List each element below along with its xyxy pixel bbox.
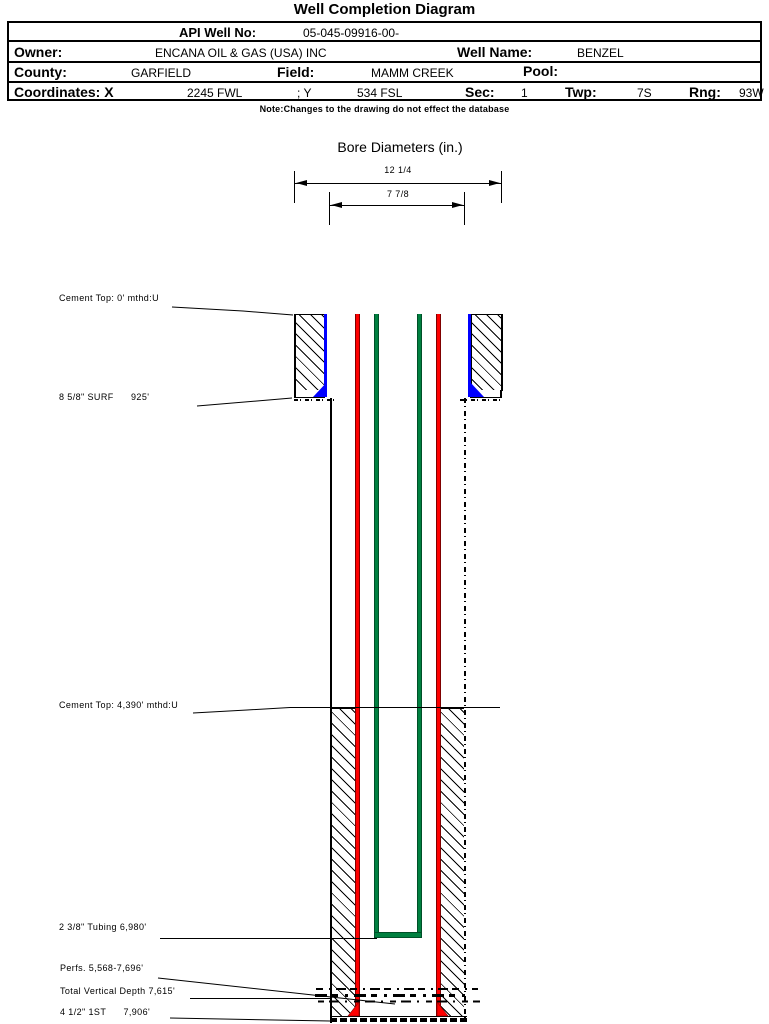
pool-label: Pool: bbox=[523, 63, 558, 79]
tubing-left bbox=[374, 314, 379, 932]
dimension-tick bbox=[464, 192, 465, 225]
county-value: GARFIELD bbox=[131, 66, 192, 80]
tubing-bottom bbox=[374, 932, 422, 938]
rng-label: Rng: bbox=[689, 84, 721, 100]
surface-shoe-left bbox=[294, 390, 325, 398]
inner-bore-diameter-label: 7 7/8 bbox=[386, 189, 410, 199]
cement-top-surface-label: Cement Top: 0' mthd:U bbox=[59, 293, 159, 303]
twp-value: 7S bbox=[637, 86, 652, 100]
database-note: Note:Changes to the drawing do not effect the database bbox=[259, 104, 510, 114]
row-divider bbox=[9, 81, 760, 83]
field-label: Field: bbox=[277, 64, 315, 80]
api-value: 05-045-09916-00- bbox=[303, 26, 400, 40]
arrow-right-icon bbox=[452, 202, 463, 208]
twp-label: Twp: bbox=[565, 84, 597, 100]
hole-bottom-line bbox=[330, 1016, 467, 1017]
coordinates-label: Coordinates: X bbox=[14, 84, 114, 100]
page-title: Well Completion Diagram bbox=[293, 1, 476, 18]
well-header-table bbox=[7, 21, 762, 101]
bore-diameters-heading: Bore Diameters (in.) bbox=[337, 139, 463, 155]
sec-value: 1 bbox=[521, 86, 528, 100]
cement-column-right bbox=[441, 708, 464, 1017]
perfs-label: Perfs. 5,568-7,696' bbox=[60, 963, 144, 973]
coordinate-y-value: 534 FSL bbox=[357, 86, 403, 100]
dimension-tick bbox=[294, 171, 295, 203]
surface-casing-label: 8 5/8" SURF 925' bbox=[59, 392, 150, 402]
borehole-wall-right bbox=[464, 398, 466, 1018]
dimension-tick bbox=[501, 171, 502, 203]
arrow-left-icon bbox=[331, 202, 342, 208]
arrow-right-icon bbox=[489, 180, 500, 186]
owner-value: ENCANA OIL & GAS (USA) INC bbox=[155, 46, 327, 60]
surface-shoe-right bbox=[470, 390, 502, 398]
tubing-right bbox=[417, 314, 422, 932]
cement-line-right bbox=[468, 314, 471, 397]
surface-casing-left bbox=[294, 314, 325, 391]
api-label: API Well No: bbox=[179, 25, 257, 40]
field-value: MAMM CREEK bbox=[371, 66, 454, 80]
arrow-left-icon bbox=[296, 180, 307, 186]
shoe-base-line-right bbox=[460, 399, 502, 401]
tubing-label: 2 3/8" Tubing 6,980' bbox=[59, 922, 147, 932]
owner-label: Owner: bbox=[14, 44, 63, 60]
county-label: County: bbox=[14, 64, 67, 80]
outer-bore-dimension-line bbox=[295, 183, 501, 184]
well-name-label: Well Name: bbox=[457, 44, 533, 60]
production-casing-label: 4 1/2" 1ST 7,906' bbox=[60, 1007, 151, 1017]
cement-line-left bbox=[324, 314, 327, 397]
row-divider bbox=[9, 61, 760, 63]
well-name-value: BENZEL bbox=[577, 46, 624, 60]
inner-bore-dimension-line bbox=[330, 205, 464, 206]
hole-bottom-bar bbox=[330, 1018, 467, 1022]
sec-label: Sec: bbox=[465, 84, 495, 100]
tvd-label: Total Vertical Depth 7,615' bbox=[60, 986, 176, 996]
surface-casing-right bbox=[471, 314, 503, 391]
dimension-tick bbox=[329, 192, 330, 225]
coordinate-y-label: ; Y bbox=[297, 86, 312, 100]
row-divider bbox=[9, 40, 760, 42]
coordinate-x-value: 2245 FWL bbox=[187, 86, 243, 100]
outer-bore-diameter-label: 12 1/4 bbox=[384, 165, 412, 175]
cement-column-left bbox=[332, 708, 355, 1017]
cement-top-production-label: Cement Top: 4,390' mthd:U bbox=[59, 700, 179, 710]
production-casing-left bbox=[355, 314, 360, 1016]
rng-value: 93W bbox=[739, 86, 764, 100]
